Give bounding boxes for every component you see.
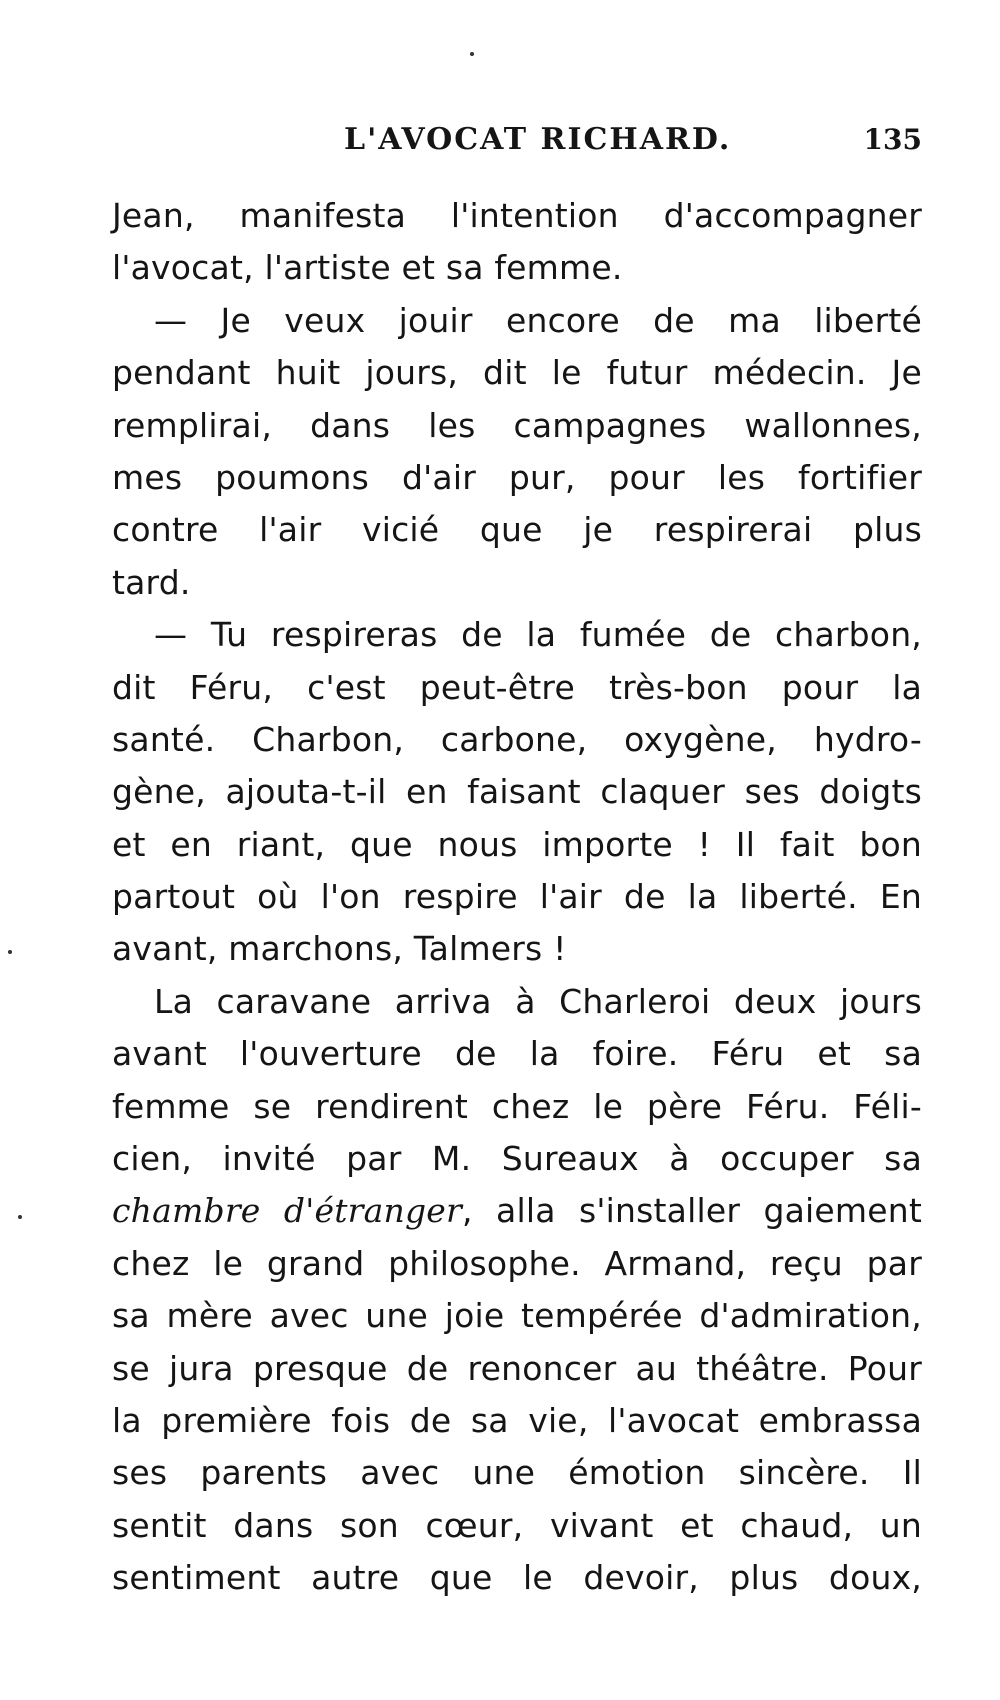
text-line: mes poumons d'air pur, pour les fortifier — [112, 457, 922, 497]
italic-phrase: chambre d'étranger — [112, 1191, 463, 1231]
text-line: ses parents avec une émotion sincère. Il — [112, 1453, 922, 1493]
text-line: pendant huit jours, dit le futur médecin. Je — [112, 353, 922, 393]
page-number: 135 — [863, 123, 922, 156]
print-speck — [8, 950, 12, 954]
text-line: dit Féru, c'est peut-être très-bon pour la — [112, 667, 922, 707]
text-line: — Je veux jouir encore de ma liberté — [154, 300, 922, 340]
text-line: sentit dans son cœur, vivant et chaud, un — [112, 1505, 922, 1545]
text-line: tard. — [112, 562, 191, 602]
text-line: chez le grand philosophe. Armand, reçu par — [112, 1243, 922, 1283]
text-line-mixed — [112, 1185, 922, 1237]
print-speck — [470, 52, 474, 56]
text-line: sentiment autre que le devoir, plus doux, — [112, 1558, 922, 1598]
text-line: gène, ajouta-t-il en faisant claquer ses doigts — [112, 772, 922, 812]
text-line: contre l'air vicié que je respirerai plus — [112, 510, 922, 550]
text-line: avant, marchons, Talmers ! — [112, 929, 567, 969]
running-head — [112, 120, 922, 160]
text-line: femme se rendirent chez le père Féru. Féli- — [112, 1086, 922, 1126]
text-line: cien, invité par M. Sureaux à occuper sa — [112, 1139, 922, 1179]
text-line: avant l'ouverture de la foire. Féru et sa — [112, 1034, 922, 1074]
print-speck — [18, 1215, 22, 1219]
text-line: remplirai, dans les campagnes wallonnes, — [112, 405, 922, 445]
text-run: , alla s'installer gaiement — [462, 1191, 923, 1231]
text-line: partout où l'on respire l'air de la liberté. En — [112, 877, 922, 917]
text-line: La caravane arriva à Charleroi deux jours — [154, 981, 922, 1021]
text-line: l'avocat, l'artiste et sa femme. — [112, 248, 623, 288]
text-line: — Tu respireras de la fumée de charbon, — [154, 615, 922, 655]
text-line: et en riant, que nous importe ! Il fait bon — [112, 824, 922, 864]
text-line: la première fois de sa vie, l'avocat embrassa — [112, 1400, 922, 1440]
text-line: sa mère avec une joie tempérée d'admiration, — [112, 1296, 922, 1336]
text-line: Jean, manifesta l'intention d'accompagner — [112, 196, 922, 235]
body-text — [112, 190, 922, 1605]
text-line: santé. Charbon, carbone, oxygène, hydro- — [112, 719, 922, 759]
text-line: se jura presque de renoncer au théâtre. Pour — [112, 1348, 922, 1388]
running-title: L'AVOCAT RICHARD. — [344, 122, 732, 157]
